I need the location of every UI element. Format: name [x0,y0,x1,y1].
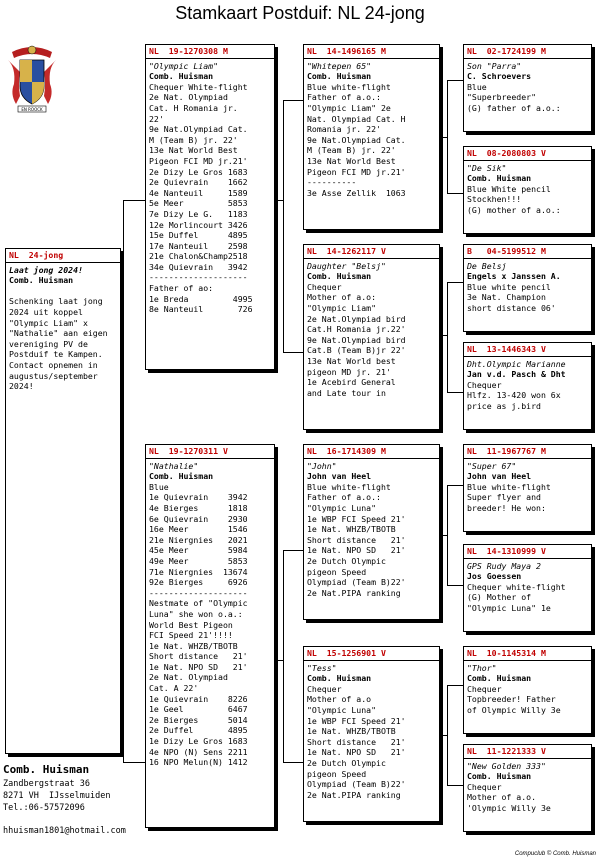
page-title: Stamkaart Postduif: NL 24-jong [175,3,425,23]
pigeon-name: "John" [307,460,337,471]
detail-line: Cat.B (Team B)jr 22' [307,345,406,356]
detail-line: Chequer white-flight [467,581,566,592]
detail-line: 1e Nat. NPO SD 21' [307,545,406,556]
detail-line: Stockhen!!! [467,194,522,205]
crest-motto: EN ROOCK [21,107,43,112]
pigeon-details [307,82,436,199]
pigeon-details [467,282,588,314]
breeder-name: Comb. Huisman [149,71,214,82]
detail-line: Short distance 21' [149,651,248,662]
detail-line: 2e Nat. Olympiad [149,92,228,103]
detail-line: 34e Quievrain 3942 [149,261,248,272]
owner-email[interactable]: hhuisman1801@hotmail.com [3,826,126,836]
pedigree-card-father-mother [303,244,440,430]
pigeon-details [307,482,436,599]
detail-line: 2e Quievrain 1662 [149,177,248,188]
pigeon-name: "Tess" [307,662,337,673]
detail-line: 2e Nat. Olympiad [149,672,228,683]
owner-street: Zandbergstraat 36 [3,779,90,789]
detail-line: 4e Nanteuil 1589 [149,187,248,198]
detail-line: 45e Meer 5984 [149,545,248,556]
pigeon-details [467,82,588,114]
pigeon-name: Dht.Olympic Marianne [467,358,566,369]
detail-line: 1e Nat. WHZB/TBOTB [149,640,238,651]
detail-line: Cat. A 22' [149,683,199,694]
pigeon-details [9,286,117,392]
detail-line: 4e Bierges 1818 [149,502,248,513]
detail-line: Chequer White-flight [149,81,248,92]
detail-line: Contact opnemen in [9,359,98,370]
detail-line: 1e Quievrain 8226 [149,693,248,704]
detail-line: Pigeon FCI MD jr.21' [149,155,248,166]
pedigree-card-mother [145,444,275,828]
detail-line: 1e Acebird General [307,377,396,388]
detail-line: Topbreeder! Father [467,694,556,705]
ring-number: NL 19-1270308 M [149,46,228,56]
pigeon-details [467,184,588,216]
detail-line: price as j.bird [467,400,541,411]
breeder-name: Comb. Huisman [467,771,532,782]
detail-line: Pigeon FCI MD jr.21' [307,166,406,177]
ring-number: NL 11-1221333 V [467,746,546,756]
detail-line: 2e Nat.PIPA ranking [307,587,401,598]
detail-line: FCI Speed 21'!!!! [149,630,233,641]
detail-line: "Olympic Liam" 2e [307,102,391,113]
detail-line: Mother of a.o [307,694,372,705]
connector-subject-father [123,200,124,762]
pedigree-card-subject [5,248,121,754]
detail-line: "Olympic Liam" x [9,317,88,328]
detail-line: 1e Quievrain 3942 [149,492,248,503]
connector-mother-parents [283,550,284,762]
detail-line: 6e Quievrain 2930 [149,513,248,524]
detail-line: 13e Nat World Best [307,155,396,166]
pigeon-details [307,684,436,801]
detail-line: 2e Bierges 5014 [149,714,248,725]
pigeon-details [149,482,271,768]
detail-line: Cat.H Romania jr.22' [307,324,406,335]
ring-number: NL 13-1446343 V [467,344,546,354]
pigeon-name: GPS Rudy Maya 2 [467,560,541,571]
pedigree-card-mmm [463,744,592,832]
breeder-name: Comb. Huisman [307,673,372,684]
pigeon-details [467,782,588,814]
ring-number: NL 14-1496165 M [307,46,386,56]
detail-line: 22' [149,113,164,124]
breeder-name: John van Heel [467,471,532,482]
breeder-name: Comb. Huisman [149,471,214,482]
detail-line: "Olympic Luna" [307,502,377,513]
detail-line: World Best Pigeon [149,619,233,630]
ring-number: B 04-5199512 M [467,246,546,256]
detail-line: 1e WBP FCI Speed 21' [307,513,406,524]
detail-line: pigeon Speed [307,566,367,577]
detail-line: Chequer [307,683,342,694]
detail-line: 71e Niergnies 13674 [149,566,248,577]
detail-line: Father of ao: [149,283,214,294]
pigeon-name: "Thor" [467,662,497,673]
owner-city: 8271 VH IJsselmuiden [3,791,111,801]
detail-line: Blue [467,81,487,92]
detail-line: 12e Morlincourt 3426 [149,219,248,230]
pigeon-name: Laat jong 2024! [9,264,83,275]
detail-line: pigeon Speed [307,768,367,779]
detail-line: Mother of a.o. [467,792,537,803]
detail-line: 3e Asse Zellik 1063 [307,187,406,198]
pigeon-name: De Belsj [467,260,507,271]
detail-line: "Olympic Liam" [307,302,377,313]
detail-line: 1e Geel 6467 [149,704,248,715]
pedigree-card-fmm [463,342,592,430]
pedigree-card-mff [463,444,592,532]
pigeon-name: "Whitepen 65" [307,60,372,71]
detail-line: Blue [149,481,169,492]
detail-line: 7e Dizy Le G. 1183 [149,208,248,219]
detail-line: 3e Nat. Champion [467,292,546,303]
detail-line: vereniging PV de [9,338,88,349]
ring-number: NL 02-1724199 M [467,46,546,56]
detail-line: 4e NPO (N) Sens 2211 [149,746,248,757]
detail-line: 2024 uit koppel [9,306,83,317]
detail-line: pigeon MD jr. 21' [307,366,391,377]
ring-number: NL 08-2080803 V [467,148,546,158]
detail-line: 1e Nat. WHZB/TBOTB [307,726,396,737]
detail-line: Olympiad (Team B)22' [307,577,406,588]
detail-line: "Nathalie" aan eigen [9,328,108,339]
detail-line: 2e Dutch Olympic [307,555,386,566]
detail-line: Nestmate of "Olympic [149,598,248,609]
detail-line: 15e Duffel 4895 [149,230,248,241]
pigeon-details [467,684,588,716]
detail-line: Blue White pencil [467,183,551,194]
detail-line: 21e Niergnies 2021 [149,534,248,545]
detail-line: (G) Mother of [467,592,532,603]
detail-line: 1e Dizy Le Gros 1683 [149,736,248,747]
pigeon-name: "Olympic Liam" [149,60,219,71]
detail-line: Mother of a.o: [307,292,377,303]
breeder-name: Jan v.d. Pasch & Dht [467,369,566,380]
detail-line: 92e Bierges 6926 [149,577,248,588]
detail-line: 2e Dizy Le Gros 1683 [149,166,248,177]
detail-line: ---------- [307,177,357,188]
detail-line: Olympiad (Team B)22' [307,779,406,790]
detail-line: augustus/september [9,370,98,381]
detail-line: Cat. H Romania jr. [149,102,238,113]
detail-line: breeder! He won: [467,502,546,513]
detail-line: Short distance 21' [307,534,406,545]
detail-line: 49e Meer 5853 [149,555,248,566]
pedigree-card-mfm [463,544,592,632]
detail-line: 1e WBP FCI Speed 21' [307,715,406,726]
breeder-name: Comb. Huisman [307,71,372,82]
detail-line: Postduif te Kampen. [9,349,103,360]
breeder-name: Jos Goessen [467,571,522,582]
breeder-name: Comb. Huisman [307,271,372,282]
detail-line: 1e Nat. WHZB/TBOTB [307,524,396,535]
detail-line: 2e Dutch Olympic [307,757,386,768]
connector-father-parents [283,100,284,352]
detail-line: 13e Nat World best [307,355,396,366]
detail-line: 8e Nanteuil 726 [149,304,253,315]
ring-number: NL 15-1256901 V [307,648,386,658]
detail-line: Romania jr. 22' [307,124,381,135]
detail-line: 16 NPO Melun(N) 1412 [149,757,248,768]
ring-number: NL 24-jong [9,250,64,260]
detail-line: of Olympic Willy 3e [467,704,561,715]
detail-line: 9e Nat.Olympiad bird [307,334,406,345]
detail-line: 13e Nat World Best [149,145,238,156]
detail-line: M (Team B) jr. 22' [307,145,396,156]
pedigree-card-ffm [463,146,592,234]
pigeon-details [467,582,588,614]
detail-line: 5e Meer 5853 [149,198,248,209]
breeder-name: John van Heel [307,471,372,482]
detail-line: 17e Nanteuil 2598 [149,240,248,251]
ring-number: NL 19-1270311 V [149,446,228,456]
pedigree-card-fff [463,44,592,132]
detail-line: 1e Nat. NPO SD 21' [307,747,406,758]
detail-line: Blue white-flight [307,81,391,92]
detail-line: Father of a.o.: [307,92,381,103]
detail-line: Schenking laat jong [9,296,103,307]
detail-line: (G) father of a.o.: [467,102,561,113]
detail-line: (G) mother of a.o.: [467,204,561,215]
detail-line [9,286,117,297]
pigeon-details [467,380,588,412]
ring-number: NL 16-1714309 M [307,446,386,456]
detail-line: -------------------- [149,587,248,598]
detail-line: Blue white pencil [467,281,551,292]
detail-line: 9e Nat.Olympiad Cat. [149,124,248,135]
detail-line: Chequer [307,281,342,292]
pigeon-details [467,482,588,514]
ring-number: NL 10-1145314 M [467,648,546,658]
detail-line: Blue white-flight [307,481,391,492]
detail-line: 1e Breda 4995 [149,293,253,304]
detail-line: 1e Nat. NPO SD 21' [149,661,248,672]
detail-line: 16e Meer 1546 [149,524,248,535]
detail-line: 'Olympic Willy 3e [467,802,551,813]
detail-line: M (Team B) jr. 22' [149,134,238,145]
pedigree-card-mother-mother [303,646,440,822]
coat-of-arms-icon [6,38,58,118]
pedigree-card-fmf [463,244,592,332]
ring-number: NL 14-1310999 V [467,546,546,556]
pedigree-card-mother-father [303,444,440,620]
ring-number: NL 11-1967767 M [467,446,546,456]
detail-line: 2e Nat.PIPA ranking [307,789,401,800]
breeder-name: C. Schroevers [467,71,532,82]
detail-line: Chequer [467,781,502,792]
ring-number: NL 14-1262117 V [307,246,386,256]
credit-text: Compuclub © Comb. Huisman [514,851,596,857]
detail-line: Chequer [467,683,502,694]
pigeon-details [149,82,271,315]
breeder-name: Comb. Huisman [9,275,74,286]
detail-line: Blue white-flight [467,481,551,492]
owner-name: Comb. Huisman [3,763,90,776]
detail-line: 2e Duffel 4895 [149,725,248,736]
detail-line: 9e Nat.Olympiad Cat. [307,134,406,145]
pedigree-card-father [145,44,275,370]
detail-line: Hlfz. 13-420 won 6x [467,390,561,401]
pigeon-name: "Super 67" [467,460,517,471]
pigeon-name: "Nathalie" [149,460,199,471]
breeder-name: Comb. Huisman [467,173,532,184]
detail-line: Chequer [467,379,502,390]
detail-line: Nat. Olympiad Cat. H [307,113,406,124]
detail-line: "Olympic Luna" 1e [467,602,551,613]
detail-line: Short distance 21' [307,736,406,747]
pedigree-card-mmf [463,646,592,734]
owner-phone: Tel.:06-57572096 [3,803,85,813]
breeder-name: Engels x Janssen A. [467,271,561,282]
detail-line: short distance 06' [467,302,556,313]
detail-line: Luna" she won o.a.: [149,608,243,619]
detail-line: Father of a.o.: [307,492,381,503]
detail-line: and Late tour in [307,387,386,398]
detail-line: 2e Nat.Olympiad bird [307,313,406,324]
breeder-name: Comb. Huisman [467,673,532,684]
pigeon-name: "De Sik" [467,162,507,173]
pigeon-details [307,282,436,399]
pedigree-card-father-father [303,44,440,230]
pigeon-name: Daughter "Belsj" [307,260,386,271]
detail-line: -------------------- [149,272,248,283]
detail-line: "Superbreeder" [467,92,537,103]
pigeon-name: Son "Parra" [467,60,522,71]
detail-line: 21e Chalon&Champ2518 [149,251,248,262]
pigeon-name: "New Golden 333" [467,760,546,771]
detail-line: "Olympic Luna" [307,704,377,715]
detail-line: 2024! [9,381,34,392]
detail-line: Super flyer and [467,492,541,503]
